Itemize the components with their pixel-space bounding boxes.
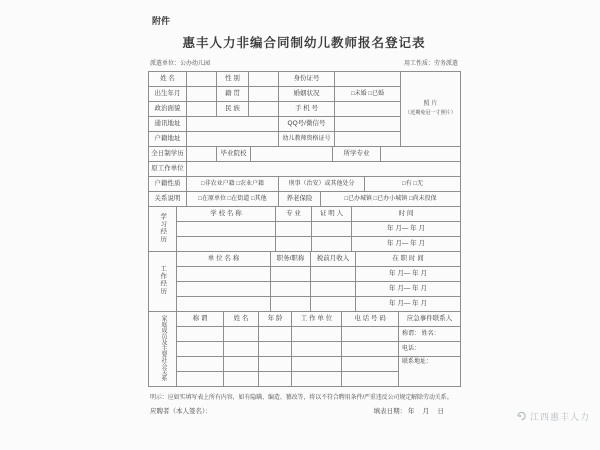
signature-label[interactable]: 应聘者（本人签名）： bbox=[150, 408, 212, 415]
qq-wechat-input[interactable] bbox=[335, 117, 401, 132]
date-label: 填表日期： bbox=[373, 408, 407, 415]
gender-input[interactable] bbox=[249, 72, 279, 87]
salary-header: 税前月收入 bbox=[311, 252, 356, 267]
marriage-label: 婚姻状况 bbox=[279, 87, 335, 102]
table-row bbox=[149, 327, 461, 342]
family-name-input[interactable] bbox=[224, 327, 259, 342]
work-company-input[interactable] bbox=[177, 267, 271, 282]
pension-label: 养老保险 bbox=[279, 192, 321, 207]
mobile-label: 手 机 号 bbox=[279, 102, 335, 117]
edu-witness-input[interactable] bbox=[312, 222, 352, 237]
work-time-cell[interactable]: 年 月— 年 月 bbox=[356, 297, 461, 312]
graduate-school-input[interactable] bbox=[251, 147, 333, 162]
family-table bbox=[148, 311, 461, 387]
attachment-label: 附件 bbox=[152, 16, 171, 26]
edu-witness-input[interactable] bbox=[312, 237, 352, 252]
address-label: 通讯地址 bbox=[149, 117, 187, 132]
work-company-input[interactable] bbox=[177, 282, 271, 297]
form-page bbox=[148, 12, 460, 415]
education-employer-table bbox=[148, 146, 461, 177]
major-label: 所学专业 bbox=[333, 147, 381, 162]
emergency-address-field[interactable]: 联系地址： bbox=[399, 357, 461, 387]
work-salary-input[interactable] bbox=[311, 297, 356, 312]
table-row bbox=[149, 282, 461, 297]
prev-employer-input[interactable] bbox=[187, 162, 461, 177]
family-relation-input[interactable] bbox=[177, 342, 224, 357]
work-company-input[interactable] bbox=[177, 297, 271, 312]
edu-school-input[interactable] bbox=[177, 222, 276, 237]
id-number-input[interactable] bbox=[335, 72, 401, 87]
ethnic-input[interactable] bbox=[249, 102, 279, 117]
edu-major-input[interactable] bbox=[276, 237, 312, 252]
family-workplace-input[interactable] bbox=[292, 327, 342, 342]
emergency-name-field[interactable]: 称谓： 姓名： bbox=[399, 327, 461, 342]
company-name-header: 单 位 名 称 bbox=[177, 252, 271, 267]
penalty-label: 刑事（治安）或其他处分 bbox=[279, 177, 365, 192]
photo-box bbox=[401, 72, 461, 147]
table-row bbox=[149, 267, 461, 282]
graduate-school-label: 毕业院校 bbox=[217, 147, 251, 162]
family-section bbox=[149, 312, 177, 387]
teacher-cert-input[interactable] bbox=[335, 132, 401, 147]
family-relation-input[interactable] bbox=[177, 327, 224, 342]
brand-watermark-text: 江西惠丰人力 bbox=[529, 412, 590, 422]
work-history-label: 工作经历 bbox=[159, 265, 167, 296]
pension-checkboxes[interactable]: □已办城镇 □已办小城镇 □尚未投保 bbox=[321, 192, 461, 207]
photo-note: （近期免冠一寸照片） bbox=[405, 110, 456, 117]
family-workplace-input[interactable] bbox=[292, 342, 342, 357]
emergency-phone-field[interactable]: 电话： bbox=[399, 342, 461, 357]
family-name-input[interactable] bbox=[224, 372, 259, 387]
table-row bbox=[149, 162, 461, 177]
work-time-cell[interactable]: 年 月— 年 月 bbox=[356, 282, 461, 297]
work-time-header: 在 职 时 间 bbox=[356, 252, 461, 267]
family-name-input[interactable] bbox=[224, 342, 259, 357]
birth-label: 出生年月 bbox=[149, 87, 187, 102]
prev-employer-label: 原工作单位 bbox=[149, 162, 187, 177]
hukou-type-label: 户籍性质 bbox=[149, 177, 187, 192]
age-header: 年 龄 bbox=[259, 312, 292, 327]
dispatch-unit-label: 派遣单位：公办幼儿园 bbox=[150, 61, 211, 67]
registered-address-label: 户籍地址 bbox=[149, 132, 187, 147]
family-phone-input[interactable] bbox=[342, 342, 399, 357]
fulltime-education-input[interactable] bbox=[187, 147, 217, 162]
signature-row bbox=[150, 406, 458, 415]
employment-type-label: 用工性质：劳务派遣 bbox=[403, 61, 458, 67]
teacher-cert-label: 幼儿教师资格证号 bbox=[279, 132, 335, 147]
family-age-input[interactable] bbox=[259, 327, 292, 342]
family-phone-input[interactable] bbox=[342, 327, 399, 342]
work-position-input[interactable] bbox=[271, 282, 311, 297]
witness-header: 证 明 人 bbox=[312, 207, 352, 222]
work-time-cell[interactable]: 年 月— 年 月 bbox=[356, 267, 461, 282]
table-row bbox=[149, 222, 461, 237]
id-number-label: 身份证号 bbox=[279, 72, 335, 87]
date-value: 年 月 日 bbox=[407, 408, 444, 415]
table-row bbox=[149, 72, 461, 87]
birth-input[interactable] bbox=[187, 87, 217, 102]
name-label: 姓 名 bbox=[149, 72, 187, 87]
position-header: 职务/职称 bbox=[271, 252, 311, 267]
table-row bbox=[149, 312, 461, 327]
family-section-label: 家庭成员及主要社会关系 bbox=[159, 314, 166, 381]
workplace-header: 工 作 单 位 bbox=[292, 312, 342, 327]
brand-watermark bbox=[516, 410, 590, 423]
relation-pension-table bbox=[148, 191, 461, 207]
mobile-input[interactable] bbox=[335, 102, 401, 117]
table-row bbox=[149, 207, 461, 222]
table-row bbox=[149, 342, 461, 357]
basic-info-table bbox=[148, 71, 461, 147]
family-relation-input[interactable] bbox=[177, 357, 224, 372]
family-age-input[interactable] bbox=[259, 357, 292, 372]
family-name-input[interactable] bbox=[224, 357, 259, 372]
fulltime-education-label: 全日制学历 bbox=[149, 147, 187, 162]
major-input[interactable] bbox=[381, 147, 461, 162]
education-history-table bbox=[148, 206, 461, 252]
native-place-label: 籍 贯 bbox=[217, 87, 249, 102]
family-name-header: 姓 名 bbox=[224, 312, 259, 327]
edu-major-input[interactable] bbox=[276, 222, 312, 237]
politics-label: 政治面貌 bbox=[149, 102, 187, 117]
emergency-contact-header: 应急事件联系人 bbox=[399, 312, 461, 327]
registered-address-input[interactable] bbox=[187, 132, 279, 147]
table-row bbox=[149, 357, 461, 372]
major-header: 专 业 bbox=[276, 207, 312, 222]
table-row bbox=[149, 147, 461, 162]
gender-label: 性 别 bbox=[217, 72, 249, 87]
work-position-input[interactable] bbox=[271, 267, 311, 282]
notice-text: 明示：应如实填写表上所有内容，如有隐瞒、编造、篡改等，将以不符合聘用条件/严重违反公司规定解除劳动关系。 bbox=[150, 395, 453, 401]
hukou-penalty-table bbox=[148, 176, 461, 192]
brand-logo-icon bbox=[516, 410, 527, 423]
relation-checkboxes[interactable]: □在原单位 □在街道 □其他 bbox=[187, 192, 279, 207]
edu-time-cell[interactable]: 年 月— 年 月 bbox=[352, 222, 461, 237]
table-row bbox=[149, 237, 461, 252]
fill-date[interactable] bbox=[374, 406, 458, 415]
family-phone-input[interactable] bbox=[342, 357, 399, 372]
table-row bbox=[149, 252, 461, 267]
work-history-table bbox=[148, 251, 461, 312]
edu-time-cell[interactable]: 年 月— 年 月 bbox=[352, 237, 461, 252]
family-age-input[interactable] bbox=[259, 372, 292, 387]
edu-school-input[interactable] bbox=[177, 237, 276, 252]
family-age-input[interactable] bbox=[259, 342, 292, 357]
table-row bbox=[149, 177, 461, 192]
relation-header: 称 谓 bbox=[177, 312, 224, 327]
marriage-checkboxes[interactable]: □未婚 □已婚 bbox=[335, 87, 401, 102]
family-phone-input[interactable] bbox=[342, 372, 399, 387]
education-history-label: 学习经历 bbox=[159, 212, 167, 243]
family-relation-input[interactable] bbox=[177, 372, 224, 387]
phone-header: 电 话 号 码 bbox=[342, 312, 399, 327]
work-salary-input[interactable] bbox=[311, 282, 356, 297]
ethnic-label: 民 族 bbox=[217, 102, 249, 117]
work-position-input[interactable] bbox=[271, 297, 311, 312]
education-history-section bbox=[149, 207, 177, 252]
school-name-header: 学 校 名 称 bbox=[177, 207, 276, 222]
politics-input[interactable] bbox=[187, 102, 217, 117]
hukou-type-checkboxes[interactable]: □非农业户籍 □农业户籍 bbox=[187, 177, 279, 192]
penalty-checkboxes[interactable]: □有 □无 bbox=[365, 177, 461, 192]
address-input[interactable] bbox=[187, 117, 279, 132]
work-salary-input[interactable] bbox=[311, 267, 356, 282]
qq-wechat-label: QQ号/微信号 bbox=[279, 117, 335, 132]
form-meta bbox=[150, 58, 458, 67]
name-input[interactable] bbox=[187, 72, 217, 87]
work-history-section bbox=[149, 252, 177, 312]
time-header: 时 间 bbox=[352, 207, 461, 222]
native-place-input[interactable] bbox=[249, 87, 279, 102]
page-title: 惠丰人力非编合同制幼儿教师报名登记表 bbox=[182, 36, 426, 50]
photo-label: 照 片 bbox=[423, 101, 438, 108]
family-workplace-input[interactable] bbox=[292, 372, 342, 387]
relation-note-label: 关系说明 bbox=[149, 192, 187, 207]
table-row bbox=[149, 192, 461, 207]
family-workplace-input[interactable] bbox=[292, 357, 342, 372]
table-row bbox=[149, 297, 461, 312]
